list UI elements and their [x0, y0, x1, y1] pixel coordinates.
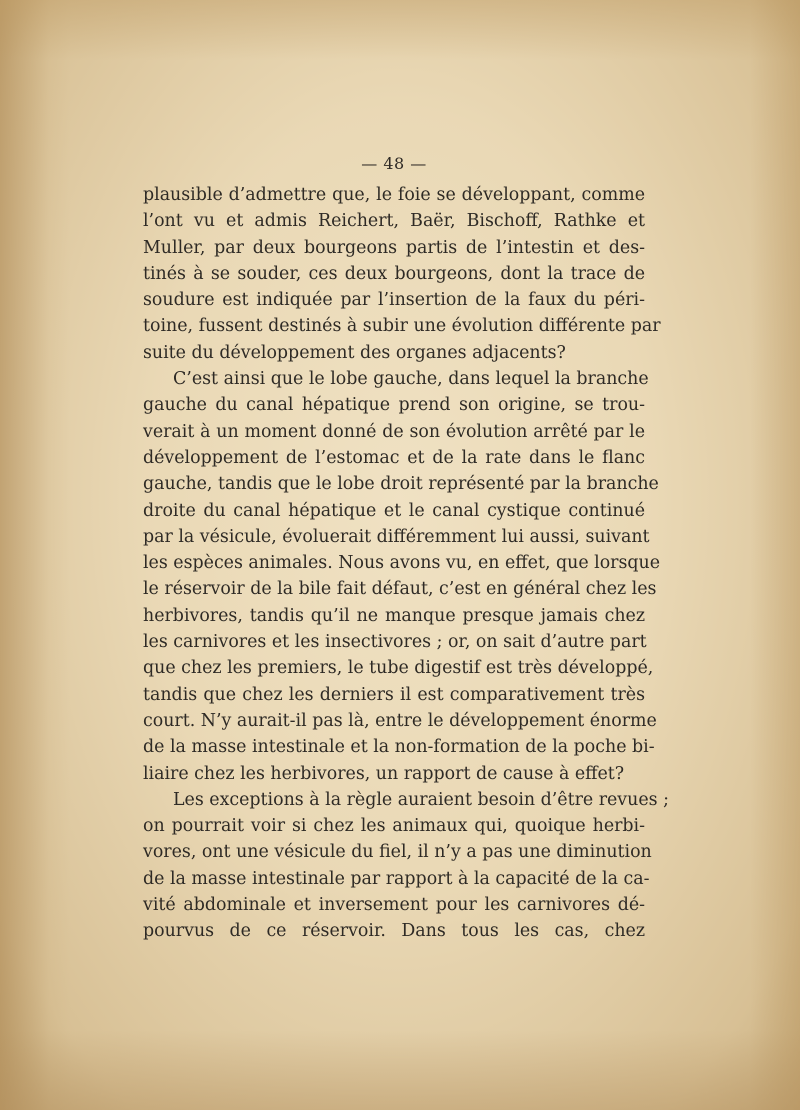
- text-line: développement de l’estomac et de la rate dans le flanc: [143, 447, 645, 468]
- text-line: court. N’y aurait-il pas là, entre le développement énorme: [143, 710, 657, 731]
- text-line: herbivores, tandis qu’il ne manque presque jamais chez: [143, 605, 645, 626]
- text-line: tinés à se souder, ces deux bourgeons, dont la trace de: [143, 263, 645, 284]
- text-line: verait à un moment donné de son évolution arrêté par le: [143, 421, 645, 442]
- text-line: vité abdominale et inversement pour les carnivores dé-: [143, 895, 645, 916]
- text-line: plausible d’admettre que, le foie se développant, comme: [143, 185, 645, 205]
- text-line: vores, ont une vésicule du fiel, il n’y a pas une diminution: [143, 842, 652, 863]
- text-line: gauche, tandis que le lobe droit représenté par la branche: [143, 474, 659, 495]
- text-line: C’est ainsi que le lobe gauche, dans lequel la branche: [173, 369, 649, 390]
- text-line: on pourrait voir si chez les animaux qui, quoique herbi-: [143, 816, 645, 837]
- paragraph: [143, 787, 669, 945]
- text-line: par la vésicule, évoluerait différemment lui aussi, suivant: [143, 526, 650, 547]
- text-line: gauche du canal hépatique prend son origine, se trou-: [143, 395, 645, 416]
- text-line: Muller, par deux bourgeons partis de l’intestin et des-: [143, 237, 645, 258]
- page-shadow-bottom: [0, 1030, 800, 1110]
- text-line: tandis que chez les derniers il est comparativement très: [143, 684, 645, 705]
- paragraph: [143, 366, 661, 787]
- text-line: soudure est indiquée par l’insertion de la faux du péri-: [143, 290, 645, 311]
- text-line: les espèces animales. Nous avons vu, en effet, que lorsque: [143, 553, 661, 574]
- text-line: pourvus de ce réservoir. Dans tous les cas, chez: [143, 921, 645, 942]
- text-line: que chez les premiers, le tube digestif est très développé,: [143, 658, 654, 679]
- text-line: de la masse intestinale et la non-formation de la poche bi-: [143, 737, 655, 758]
- page-shadow-right: [750, 0, 800, 1110]
- page-shadow-top: [0, 0, 800, 60]
- text-line: Les exceptions à la règle auraient besoin d’être revues ;: [173, 789, 669, 810]
- text-line: droite du canal hépatique et le canal cystique continué: [143, 500, 645, 521]
- page-number: — 48 —: [361, 154, 427, 173]
- body-text: [143, 150, 669, 945]
- text-line: les carnivores et les insectivores ; or, on sait d’autre part: [143, 632, 647, 653]
- text-line: liaire chez les herbivores, un rapport de cause à effet?: [143, 763, 625, 784]
- text-line: suite du développement des organes adjacents?: [143, 342, 566, 363]
- text-line: toine, fussent destinés à subir une évolution différente par: [143, 316, 661, 337]
- page-shadow-left: [0, 0, 70, 1110]
- text-line: de la masse intestinale par rapport à la capacité de la ca-: [143, 868, 650, 889]
- text-line: l’ont vu et admis Reichert, Baër, Bischoff, Rathke et: [143, 211, 645, 232]
- text-line: le réservoir de la bile fait défaut, c’est en général chez les: [143, 579, 657, 600]
- paragraph: [143, 182, 661, 366]
